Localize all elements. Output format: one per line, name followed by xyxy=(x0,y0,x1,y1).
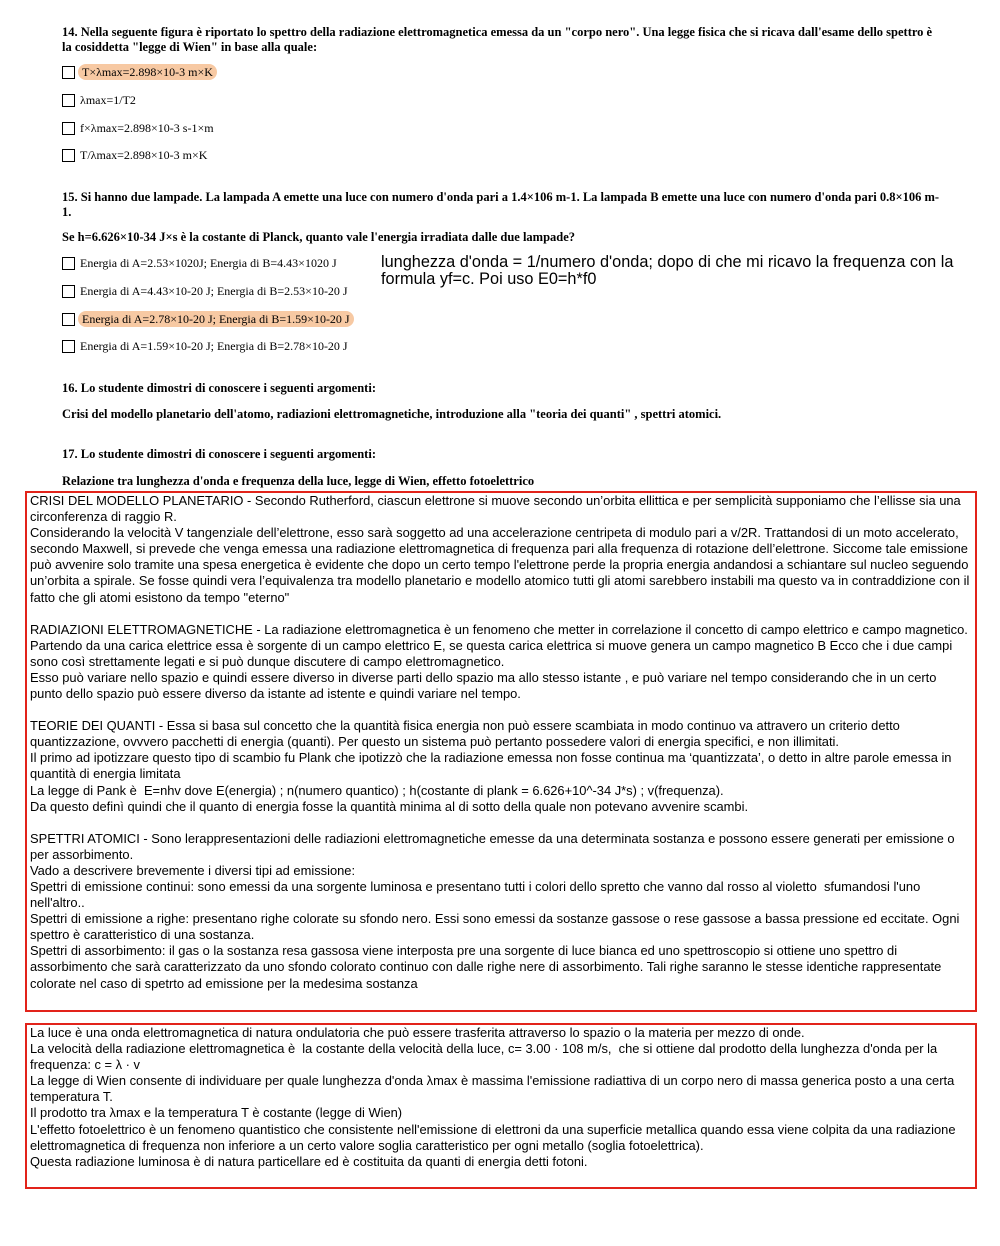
answer-radiazioni: RADIAZIONI ELETTROMAGNETICHE - La radiazione elettromagnetica è un fenomeno che metter in correlazione il concetto di campo elettrico e campo magnetico. Partendo da una carica elettrice essa è sorgente di un campo elettrico E, se questa carica elettrica si muove genera un campo magnetico B Ecco che i due campi sono così strettamente legati e si può dunque discutere di campo elettromagnetico. Esso può variare nello spazio e quindi essere diverso in diverse parti dello spazio ma allo stesso istante , e può variare nel tempo considerando che in un certo punto dello spazio può essere diverso da istante ad istente e quindi variare nel tempo. xyxy=(30,621,968,702)
question-15-prompt: Se h=6.626×10-34 J×s è la costante di Planck, quanto vale l'energia irradiata dalle due lampade? xyxy=(62,230,576,244)
option-label: Energia di A=2.78×10-20 J; Energia di B=1.59×10-20 J xyxy=(78,311,354,327)
checkbox[interactable] xyxy=(62,149,75,162)
answer-17-box[interactable] xyxy=(25,1023,977,1189)
checkbox[interactable] xyxy=(62,122,75,135)
option-label: T×λmax=2.898×10-3 m×K xyxy=(78,64,217,80)
q14-option-1[interactable] xyxy=(62,64,217,80)
option-label: T/λmax=2.898×10-3 m×K xyxy=(80,148,208,162)
answer-17-text: La luce è una onda elettromagnetica di natura ondulatoria che può essere trasferita attraverso lo spazio o la materia per mezzo di onde. La velocità della radiazione elettromagnetica è la costante della velocità della luce, c= 3.00 · 108 m/s, che si ottiene dal prodotto della lunghezza d'onda per la frequenza: c = λ · v La legge di Wien consente di individuare per quale lunghezza d'onda λmax è massima l'emissione radiattiva di un corpo nero di massa generica posto a una certa temperatura T. Il prodotto tra λmax e la temperatura T è costante (legge di Wien) L'effetto fotoelettrico è un fenomeno quantistico che consistente nell'emissione di elettroni da una superficie metallica quando essa viene colpita da una radiazione elettromagnetica di frequenza non inferiore a un certo valore soglia caratteristico per ogni metallo (soglia fotoelettrica). Questa radiazione luminosa è di natura particellare ed è costituita da quanti di energia detti fotoni. xyxy=(30,1025,956,1169)
question-15-text: 15. Si hanno due lampade. La lampada A emette una luce con numero d'onda pari a 1.4×106 m-1. La lampada B emette una luce con numero d'onda pari 0.8×106 m-1. xyxy=(62,190,940,219)
answer-16-box[interactable] xyxy=(25,491,977,1012)
q15-option-3[interactable] xyxy=(62,311,354,327)
checkbox[interactable] xyxy=(62,340,75,353)
checkbox[interactable] xyxy=(62,66,75,79)
option-label: Energia di A=4.43×10-20 J; Energia di B=2.53×10-20 J xyxy=(80,284,348,298)
answer-spettri: SPETTRI ATOMICI - Sono lerappresentazioni delle radiazioni elettromagnetiche emesse da una determinata sostanza e possono essere generati per emissione o per assorbimento. Vado a descrivere brevemente i diversi tipi ad emissione: Spettri di emissione continui: sono emessi da una sorgente luminosa e presentano tutti i colori dello spretto che vanno dal rosso al violetto sfumandosi l'uno nell'altro.. Spettri di emissione a righe: presentano righe colorate su sfondo nero. Essi sono emessi da sostanze gassose o rese gassose a bassa pressione ed eccitate. Ogni spettro è caratteristico di una sostanza. Spettri di assorbimento: il gas o la sostanza resa gassosa viene interposta pre una sorgente di luce bianca ed uno spettroscopio si ottiene uno spettro di assorbimento che sarà caratterizzato da uno sfondo colorato continuo con dalle righe nere di assorbimento. Tali righe saranno le stesse identiche rappresentate colorate nel caso di spetrto ad emissione per la medesima sostanza xyxy=(30,830,960,991)
q14-option-2[interactable] xyxy=(62,92,138,108)
question-17-topics: Relazione tra lunghezza d'onda e frequenza della luce, legge di Wien, effetto fotoelettrico xyxy=(62,474,535,488)
q15-option-2[interactable] xyxy=(62,283,350,299)
q15-note: lunghezza d'onda = 1/numero d'onda; dopo di che mi ricavo la frequenza con la formula yf=c. Poi uso E0=h*f0 xyxy=(381,253,954,288)
q15-option-1[interactable] xyxy=(62,255,339,271)
question-16-topics: Crisi del modello planetario dell'atomo, radiazioni elettromagnetiche, introduzione alla "teoria dei quanti" , spettri atomici. xyxy=(62,407,722,421)
question-17-text: 17. Lo studente dimostri di conoscere i seguenti argomenti: xyxy=(62,447,376,461)
q14-option-4[interactable] xyxy=(62,147,209,163)
checkbox[interactable] xyxy=(62,313,75,326)
option-label: Energia di A=1.59×10-20 J; Energia di B=2.78×10-20 J xyxy=(80,339,348,353)
option-label: λmax=1/T2 xyxy=(80,93,136,107)
question-14-text: 14. Nella seguente figura è riportato lo spettro della radiazione elettromagnetica emessa da un "corpo nero". Una legge fisica che si ricava dall'esame dello spettro è la cosiddetta "legge di Wien" in base alla quale: xyxy=(62,25,933,54)
answer-crisi: CRISI DEL MODELLO PLANETARIO - Secondo Rutherford, ciascun elettrone si muove secondo un’orbita ellittica e per semplicità supponiamo che l’ellisse sia una circonferenza di raggio R. Considerando la velocità V tangenziale dell’elettrone, esso sarà soggetto ad una accelerazione centripeta di modulo pari a v/2R. Trattandosi di un moto accelerato, secondo Maxwell, si prevede che venga emessa una radiazione elettromagnetica di frequenza pari alla frequenza di rotazione dell’elettrone. Siccome tale emissione può avvenire solo tramite una spesa energetica è evidente che dopo un certo tempo l'elettrone perde la propria energia andandosi a schiantare sul nucleo seguendo un’orbita a spirale. Se fosse quindi vera l’equivalenza tra modello planetario e modello atomico tutti gli atomi sarebbero instabili ma questo va in contraddizione con il fatto che gli atomi esistono da tempo "eterno" xyxy=(30,493,970,605)
option-label: Energia di A=2.53×1020J; Energia di B=4.43×1020 J xyxy=(80,256,337,270)
checkbox[interactable] xyxy=(62,94,75,107)
answer-quanti: TEORIE DEI QUANTI - Essa si basa sul concetto che la quantità fisica energia non può essere scambiata in modo continuo va attravero un criterio detto quantizzazione, ovvvero pacchetti di energia (quanti). Per questo un sistema può pertanto possedere valori di energia specifici, e non illimitati. Il primo ad ipotizzare questo tipo di scambio fu Plank che ipotizzò che la radiazione emessa non fosse continua ma ‘quantizzata’, o detto in altre parole emessa in quantità di energia limitata La legge di Pank è E=nhv dove E(energia) ; n(numero quantico) ; h(costante di plank = 6.626+10^-34 J*s) ; v(frequenza). Da questo definì quindi che il quanto di energia fosse la quantità minima al di sotto della quale non potevano avvenire scambi. xyxy=(30,718,952,814)
checkbox[interactable] xyxy=(62,285,75,298)
checkbox[interactable] xyxy=(62,257,75,270)
q15-option-4[interactable] xyxy=(62,338,350,354)
option-label: f×λmax=2.898×10-3 s-1×m xyxy=(80,121,214,135)
q14-option-3[interactable] xyxy=(62,120,216,136)
question-16-text: 16. Lo studente dimostri di conoscere i seguenti argomenti: xyxy=(62,381,376,395)
